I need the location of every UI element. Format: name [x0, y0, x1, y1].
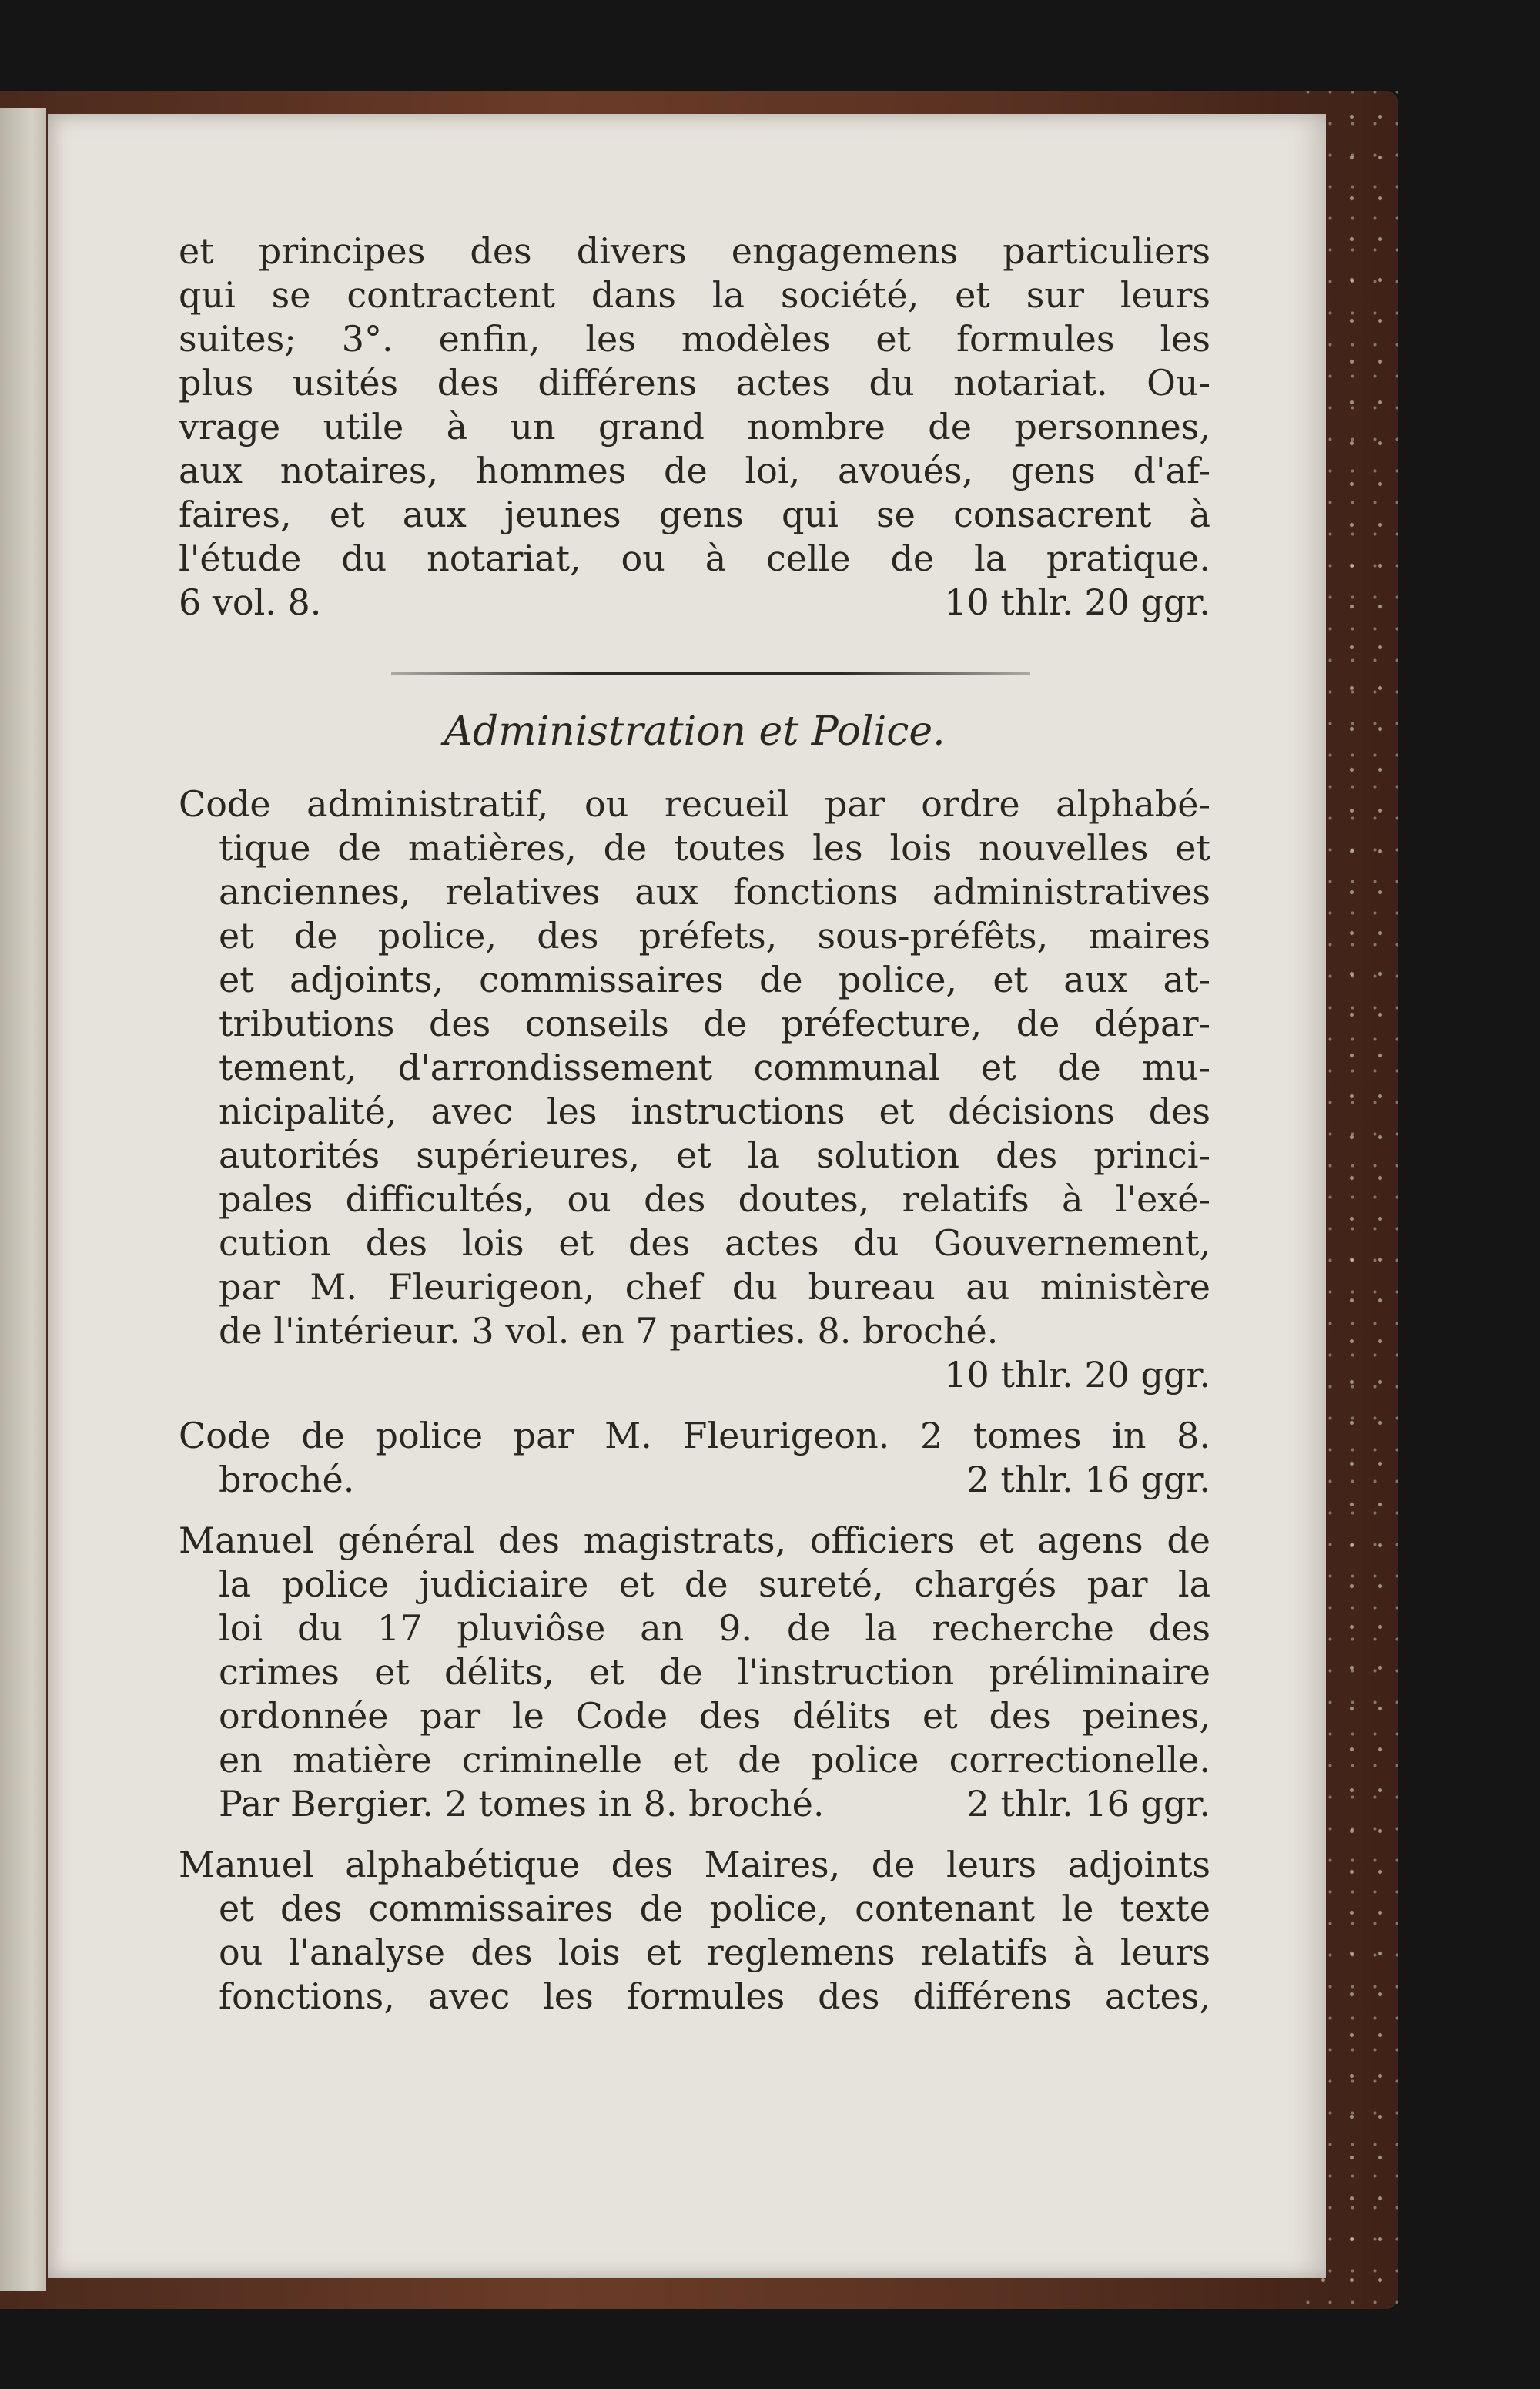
previous-page-edge [0, 108, 46, 2291]
text-line: Manuel alphabétique des Maires, de leurs adjoints [179, 1844, 1210, 1885]
text-line: qui se contractent dans la société, et sur leurs [179, 274, 1210, 316]
text-line: autorités supérieures, et la solution des princi- [219, 1134, 1210, 1176]
text-line: et principes des divers engagemens particuliers [179, 230, 1210, 272]
format: 6 vol. 8. [179, 581, 322, 623]
text-line: anciennes, relatives aux fonctions administratives [219, 871, 1210, 913]
entries-list [179, 782, 1210, 2036]
entry-code-de-police [179, 1414, 1210, 1502]
price: 2 thlr. 16 ggr. [966, 1783, 1210, 1824]
price-line [179, 581, 1210, 625]
text-line: de l'intérieur. 3 vol. en 7 parties. 8. broché. [219, 1310, 999, 1352]
text-fragment: broché. [219, 1459, 355, 1500]
text-line: faires, et aux jeunes gens qui se consacrent à [179, 494, 1210, 535]
price-line [179, 1782, 1210, 1826]
entry-manuel-alphabetique [179, 1843, 1210, 2019]
text-line: par M. Fleurigeon, chef du bureau au ministère [219, 1266, 1210, 1308]
intro-paragraph [179, 230, 1210, 625]
price: 2 thlr. 16 ggr. [966, 1459, 1210, 1500]
text-line: loi du 17 pluviôse an 9. de la recherche des [219, 1607, 1210, 1649]
text-line: tique de matières, de toutes les lois nouvelles et [219, 827, 1210, 869]
entry-code-administratif [179, 782, 1210, 1397]
text-line: ordonnée par le Code des délits et des peines, [219, 1695, 1210, 1737]
text-line: Code administratif, ou recueil par ordre alphabé- [179, 783, 1210, 825]
text-fragment: Par Bergier. 2 tomes in 8. broché. [219, 1783, 825, 1824]
text-line: l'étude du notariat, ou à celle de la pratique. [179, 538, 1210, 579]
text-line: nicipalité, avec les instructions et décisions des [219, 1091, 1210, 1132]
section-divider [391, 672, 1030, 675]
entry-manuel-general [179, 1519, 1210, 1826]
price: 10 thlr. 20 ggr. [944, 1354, 1210, 1396]
text-line: suites; 3°. enfin, les modèles et formules les [179, 318, 1210, 360]
text-line: en matière criminelle et de police correctionelle. [219, 1739, 1210, 1781]
text-line: pales difficultés, ou des doutes, relatifs à l'exé- [219, 1178, 1210, 1220]
text-line: ou l'analyse des lois et reglemens relatifs à leurs [219, 1932, 1210, 1973]
text-line: vrage utile à un grand nombre de personnes, [179, 406, 1210, 447]
price: 10 thlr. 20 ggr. [944, 581, 1210, 623]
section-heading: Administration et Police. [444, 709, 946, 755]
text-line: et adjoints, commissaires de police, et aux at- [219, 959, 1210, 1000]
text-line: plus usités des différens actes du notariat. Ou- [179, 362, 1210, 404]
text-line: et des commissaires de police, contenant le texte [219, 1888, 1210, 1929]
text-line: aux notaires, hommes de loi, avoués, gens d'af- [179, 450, 1210, 491]
text-line: et de police, des préfets, sous-préfêts, maires [219, 915, 1210, 957]
text-line: Code de police par M. Fleurigeon. 2 tomes in 8. [179, 1415, 1210, 1456]
price-line [179, 1458, 1210, 1502]
text-line: cution des lois et des actes du Gouvernement, [219, 1222, 1210, 1264]
text-line: la police judiciaire et de sureté, chargés par la [219, 1563, 1210, 1605]
text-line: tributions des conseils de préfecture, de dépar- [219, 1003, 1210, 1044]
text-line: tement, d'arrondissement communal et de mu- [219, 1047, 1210, 1088]
page [48, 114, 1326, 2278]
text-line: Manuel général des magistrats, officiers et agens de [179, 1520, 1210, 1561]
text-line: fonctions, avec les formules des différens actes, [219, 1975, 1210, 2017]
text-line: crimes et délits, et de l'instruction préliminaire [219, 1651, 1210, 1693]
